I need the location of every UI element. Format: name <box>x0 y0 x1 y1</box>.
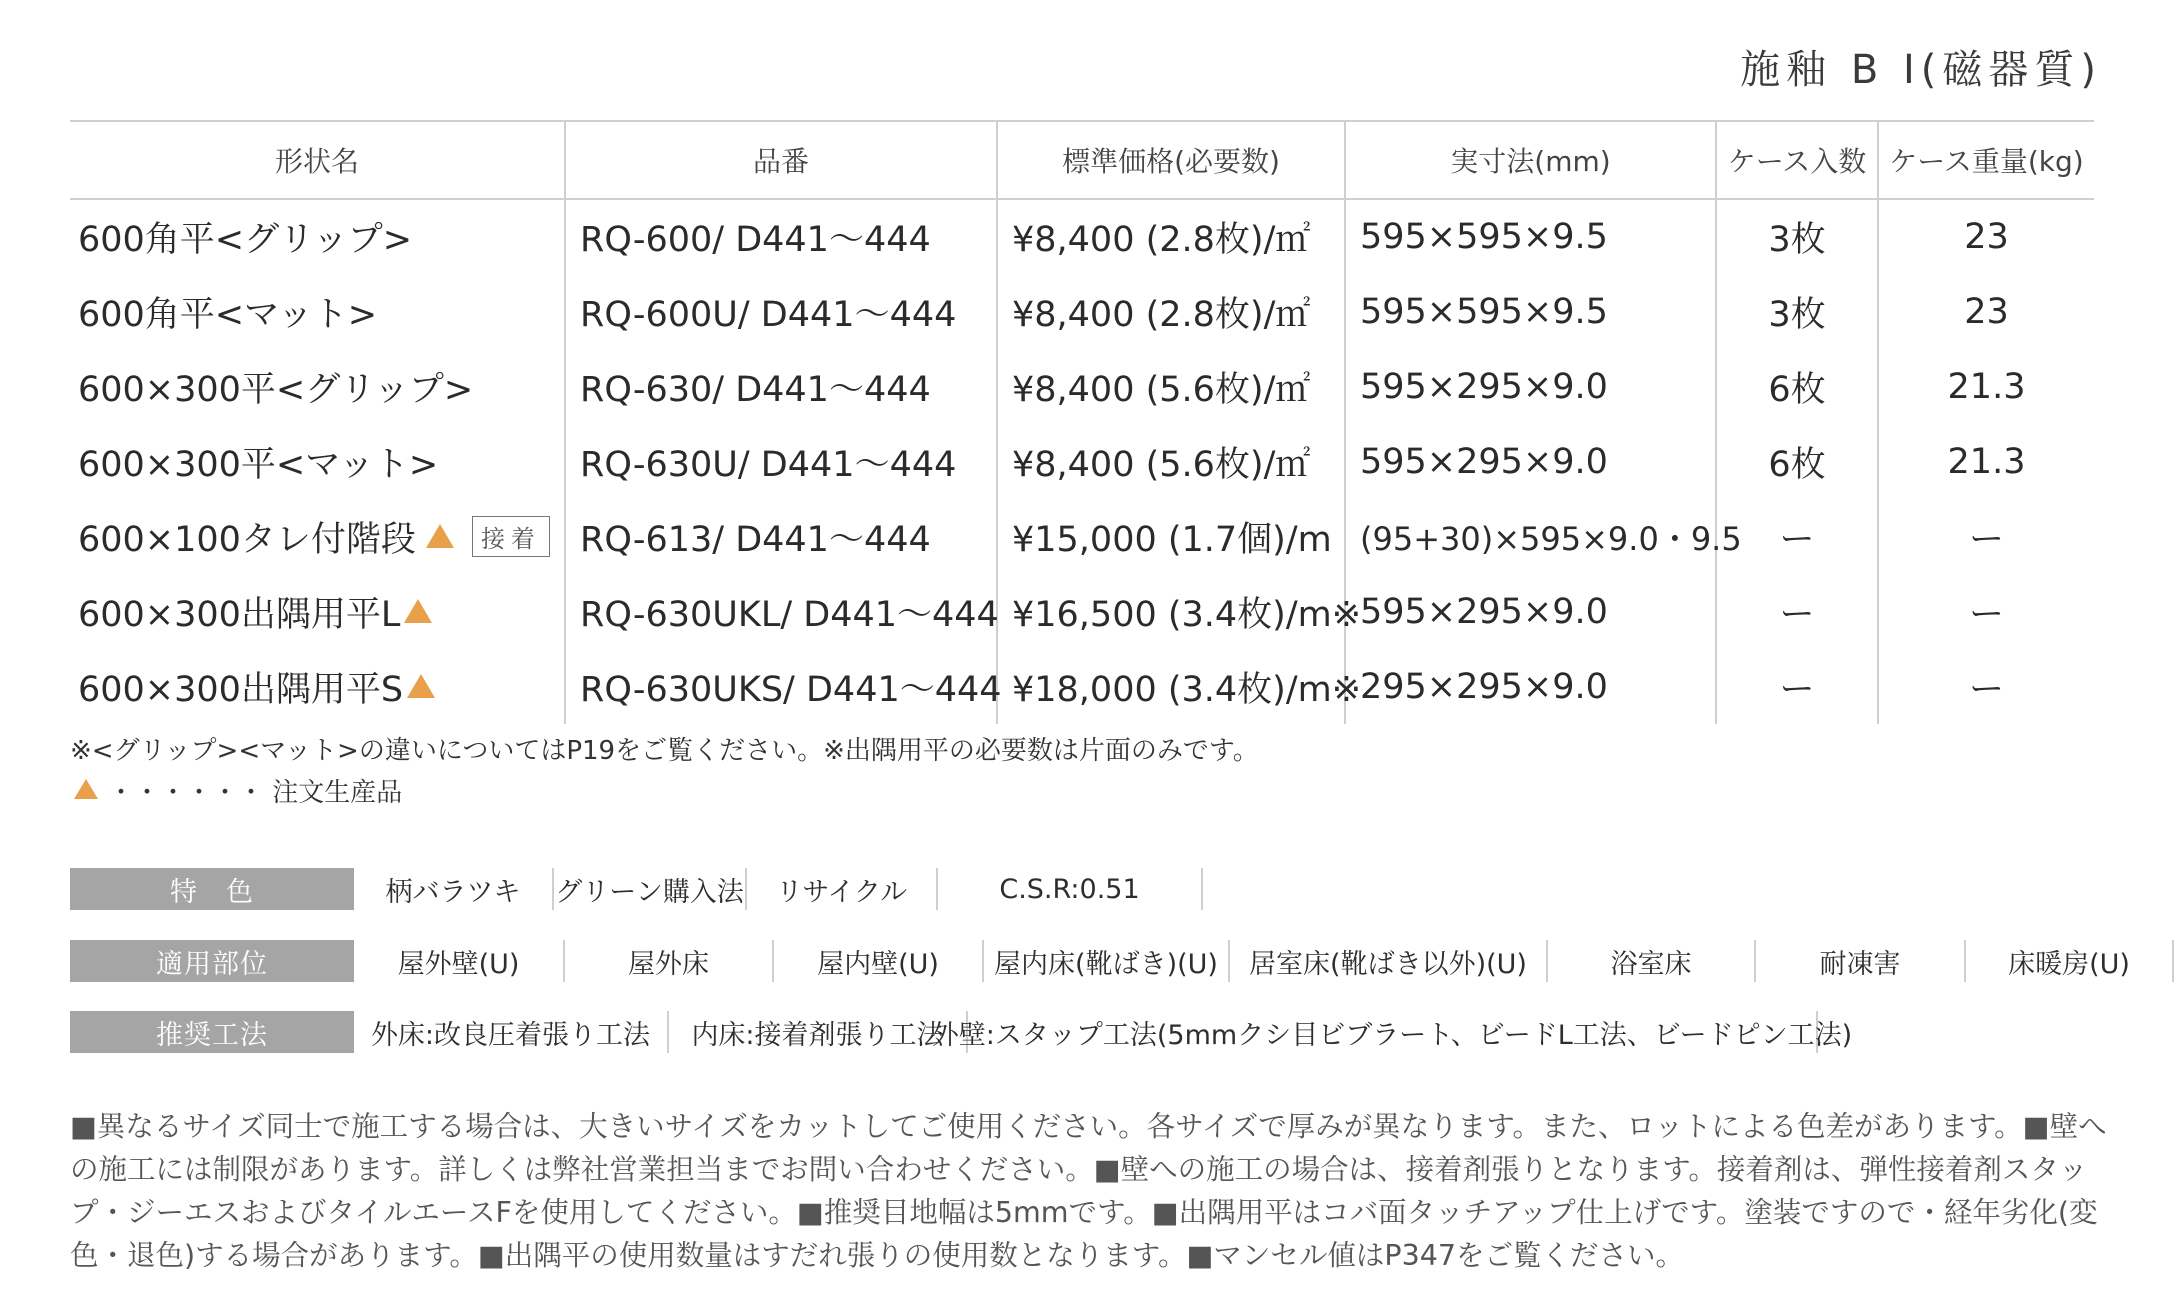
legend-text: ・・・・・・ 注文生産品 <box>108 778 403 808</box>
dimensions: 295×295×9.0 <box>1345 649 1716 724</box>
shape-name: 600×300平<マット> <box>78 444 439 485</box>
application-item: 浴室床 <box>1548 940 1756 982</box>
case-weight: ー <box>1878 574 2094 649</box>
case-weight: ー <box>1878 499 2094 574</box>
product-code: RQ-630UKS/ D441〜444 <box>565 649 997 724</box>
dimensions: 595×295×9.0 <box>1345 424 1716 499</box>
feature-item: C.S.R:0.51 <box>938 868 1203 910</box>
methods-label: 推奨工法 <box>70 1011 354 1053</box>
method-item: 外壁:スタップ工法(5mmクシ目ビブラート、ビードL工法、ビードピン工法) <box>968 1011 1818 1053</box>
price: ¥15,000 (1.7個)/m <box>997 499 1345 574</box>
adhesive-tag: 接着 <box>472 516 550 557</box>
shape-name-cell <box>70 574 565 649</box>
triangle-icon <box>426 524 454 548</box>
header-case-weight: ケース重量(kg) <box>1878 121 2094 199</box>
application-item: 居室床(靴ばき以外)(U) <box>1230 940 1548 982</box>
header-shape-name: 形状名 <box>70 121 565 199</box>
table-row <box>70 349 2094 424</box>
application-item: 耐凍害 <box>1756 940 1966 982</box>
dimensions: 595×295×9.0 <box>1345 349 1716 424</box>
methods-row <box>70 1011 1853 1053</box>
triangle-icon <box>74 779 98 799</box>
case-weight: 21.3 <box>1878 424 2094 499</box>
case-qty: ー <box>1716 499 1878 574</box>
product-code: RQ-630/ D441〜444 <box>565 349 997 424</box>
applications-row <box>70 940 2174 982</box>
triangle-icon <box>404 599 432 623</box>
case-qty: ー <box>1716 649 1878 724</box>
shape-name: 600×300出隅用平L <box>78 594 401 635</box>
shape-name: 600×300平<グリップ> <box>78 369 474 410</box>
case-qty: 6枚 <box>1716 349 1878 424</box>
header-price: 標準価格(必要数) <box>997 121 1345 199</box>
table-row <box>70 649 2094 724</box>
shape-name-cell <box>70 649 565 724</box>
product-code: RQ-630U/ D441〜444 <box>565 424 997 499</box>
shape-name-cell <box>70 499 565 574</box>
price: ¥8,400 (2.8枚)/㎡ <box>997 199 1345 274</box>
product-code: RQ-600U/ D441〜444 <box>565 274 997 349</box>
header-case-qty: ケース入数 <box>1716 121 1878 199</box>
glaze-title: 施釉 B I(磁器質) <box>1740 47 2102 93</box>
features-label: 特 色 <box>70 868 354 910</box>
dimensions: (95+30)×595×9.0・9.5 <box>1345 499 1716 574</box>
legend-made-to-order <box>70 772 402 809</box>
footnote: ※<グリップ><マット>の違いについてはP19をご覧ください。※出隅用平の必要数は片面のみです。 <box>70 736 1259 766</box>
dimensions: 595×295×9.0 <box>1345 574 1716 649</box>
case-weight: ー <box>1878 649 2094 724</box>
feature-item: リサイクル <box>747 868 938 910</box>
product-code: RQ-613/ D441〜444 <box>565 499 997 574</box>
triangle-icon <box>407 674 435 698</box>
applications-label: 適用部位 <box>70 940 354 982</box>
case-qty: 6枚 <box>1716 424 1878 499</box>
dimensions: 595×595×9.5 <box>1345 274 1716 349</box>
shape-name: 600角平<マット> <box>78 294 378 335</box>
case-weight: 23 <box>1878 199 2094 274</box>
application-item: 屋外床 <box>565 940 774 982</box>
price: ¥16,500 (3.4枚)/m※ <box>997 574 1345 649</box>
shape-name: 600×300出隅用平S <box>78 669 404 710</box>
product-code: RQ-600/ D441〜444 <box>565 199 997 274</box>
table-header-row <box>70 121 2094 199</box>
shape-name: 600×100タレ付階段 <box>78 519 416 560</box>
product-code: RQ-630UKL/ D441〜444 <box>565 574 997 649</box>
table-row <box>70 574 2094 649</box>
table-row <box>70 274 2094 349</box>
case-qty: 3枚 <box>1716 274 1878 349</box>
application-item: 屋内床(靴ばき)(U) <box>984 940 1230 982</box>
table-row <box>70 499 2094 574</box>
method-item: 外床:改良圧着張り工法 <box>354 1011 669 1053</box>
feature-item: グリーン購入法 <box>554 868 747 910</box>
price: ¥18,000 (3.4枚)/m※ <box>997 649 1345 724</box>
price: ¥8,400 (2.8枚)/㎡ <box>997 274 1345 349</box>
shape-name: 600角平<グリップ> <box>78 220 413 260</box>
usage-notes: ■異なるサイズ同士で施工する場合は、大きいサイズをカットしてご使用ください。各サイズで厚みが異なります。また、ロットによる色差があります。■壁への施工には制限があります。詳しくは弊社営業担当までお問い合わせください。■壁への施工の場合は、接着剤張りとなります。接着剤は、弾性接着剤スタップ・ジーエスおよびタイルエースFを使用してください。■推奨目地幅は5mmです。■出隅用平はコバ面タッチアップ仕上げです。塗装ですので・経年劣化(変色・退色)する場合があります。■出隅平の使用数量はすだれ張りの使用数となります。■マンセル値はP347をご覧ください。 <box>70 1110 2107 1272</box>
dimensions: 595×595×9.5 <box>1345 199 1716 274</box>
case-weight: 23 <box>1878 274 2094 349</box>
case-qty: 3枚 <box>1716 199 1878 274</box>
case-qty: ー <box>1716 574 1878 649</box>
header-dimensions: 実寸法(mm) <box>1345 121 1716 199</box>
application-item: 屋内壁(U) <box>774 940 984 982</box>
feature-item: 柄バラツキ <box>354 868 554 910</box>
features-row <box>70 868 1203 910</box>
table-row <box>70 424 2094 499</box>
table-row <box>70 199 2094 274</box>
price: ¥8,400 (5.6枚)/㎡ <box>997 349 1345 424</box>
header-product-code: 品番 <box>565 121 997 199</box>
application-item: 床暖房(U) <box>1966 940 2174 982</box>
price: ¥8,400 (5.6枚)/㎡ <box>997 424 1345 499</box>
case-weight: 21.3 <box>1878 349 2094 424</box>
application-item: 屋外壁(U) <box>354 940 565 982</box>
spec-table <box>70 120 2094 724</box>
method-item: 内床:接着剤張り工法 <box>669 1011 968 1053</box>
